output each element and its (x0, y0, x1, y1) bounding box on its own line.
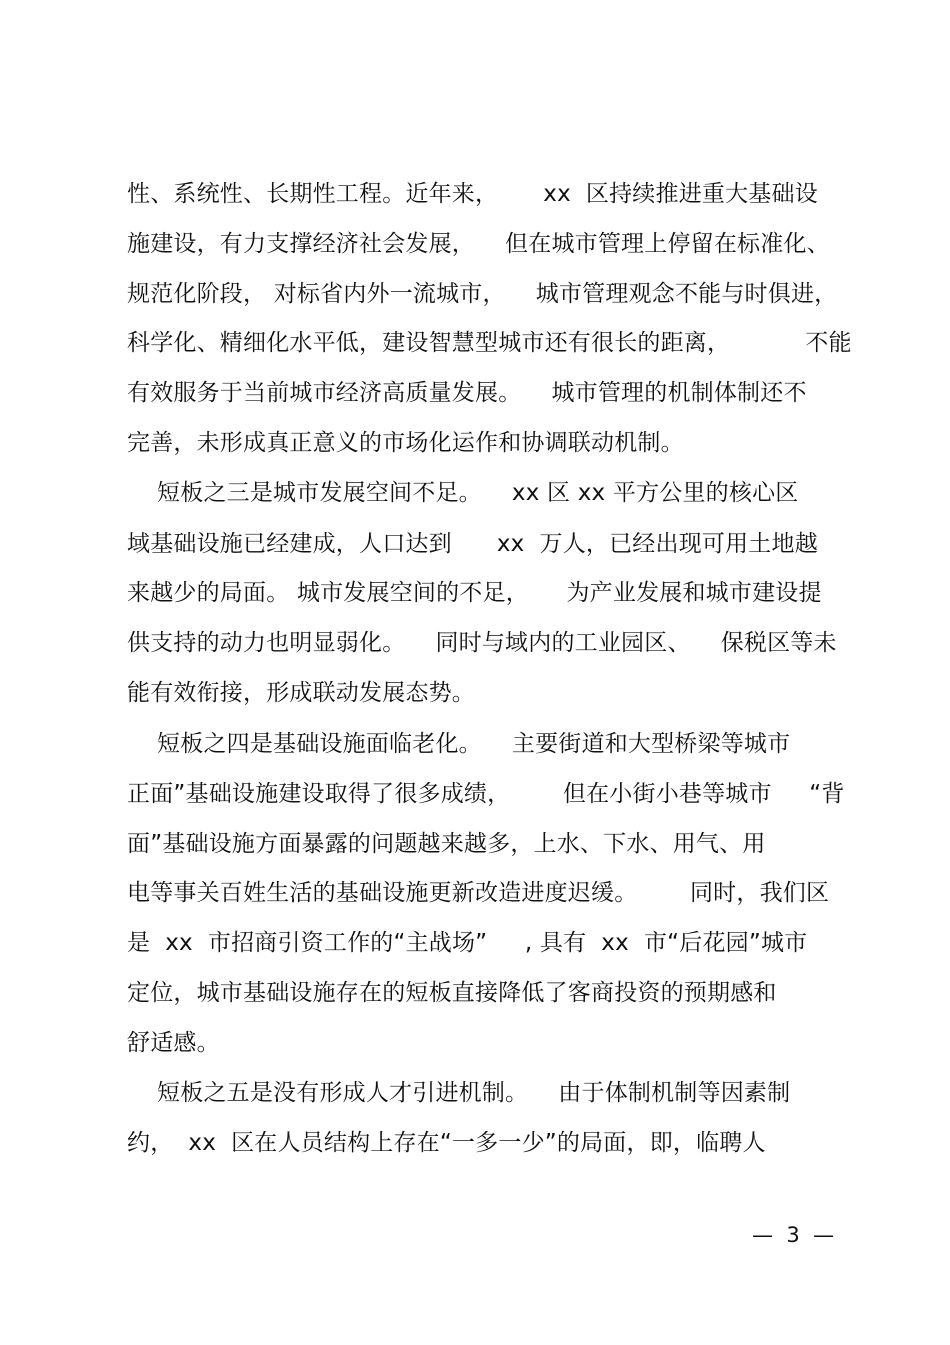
text-line: 完善，未形成真正意义的市场化运作和协调联动机制。 (127, 430, 684, 456)
paragraph-start-line: 短板之五是没有形成人才引进机制。 由于体制机制等因素制 (127, 1080, 791, 1106)
text-line: 是 xx 市招商引资工作的“主战场” , 具有 xx 市“后花园”城市 (127, 930, 808, 956)
text-line: 正面”基础设施建设取得了很多成绩， 但在小街小巷等城市 “背 (127, 781, 845, 807)
text-line: 约， xx 区在人员结构上存在“一多一少”的局面，即，临聘人 (127, 1130, 766, 1156)
text-line: 有效服务于当前城市经济高质量发展。 城市管理的机制体制还不 (127, 380, 807, 406)
text-line: 能有效衔接，形成联动发展态势。 (127, 680, 475, 706)
text-line: 定位，城市基础设施存在的短板直接降低了客商投资的预期感和 (127, 980, 777, 1006)
page-number: — 3 — (752, 1223, 835, 1247)
text-line: 舒适感。 (127, 1030, 220, 1056)
text-line: 面”基础设施方面暴露的问题越来越多，上水、下水、用气、用 (127, 831, 766, 857)
text-line: 科学化、精细化水平低，建设智慧型城市还有很长的距离， 不能 (127, 330, 852, 356)
text-line: 规范化阶段， 对标省内外一流城市， 城市管理观念不能与时俱进， (127, 281, 838, 307)
paragraph-start-line: 短板之四是基础设施面临老化。 主要街道和大型桥梁等城市 (127, 731, 791, 757)
paragraph-start-line: 短板之三是城市发展空间不足。 xx 区 xx 平方公里的核心区 (127, 480, 799, 506)
text-line: 性、系统性、长期性工程。近年来， xx 区持续推进重大基础设 (127, 181, 818, 207)
text-line: 供支持的动力也明显弱化。 同时与域内的工业园区、 保税区等未 (127, 630, 837, 656)
text-line: 域基础设施已经建成，人口达到 xx 万人，已经出现可用土地越 (127, 531, 818, 557)
text-line: 来越少的局面。 城市发展空间的不足， 为产业发展和城市建设提 (127, 580, 822, 606)
text-line: 施建设，有力支撑经济社会发展， 但在城市管理上停留在标准化、 (127, 231, 830, 257)
text-line: 电等事关百姓生活的基础设施更新改造进度迟缓。 同时，我们区 (127, 880, 830, 906)
